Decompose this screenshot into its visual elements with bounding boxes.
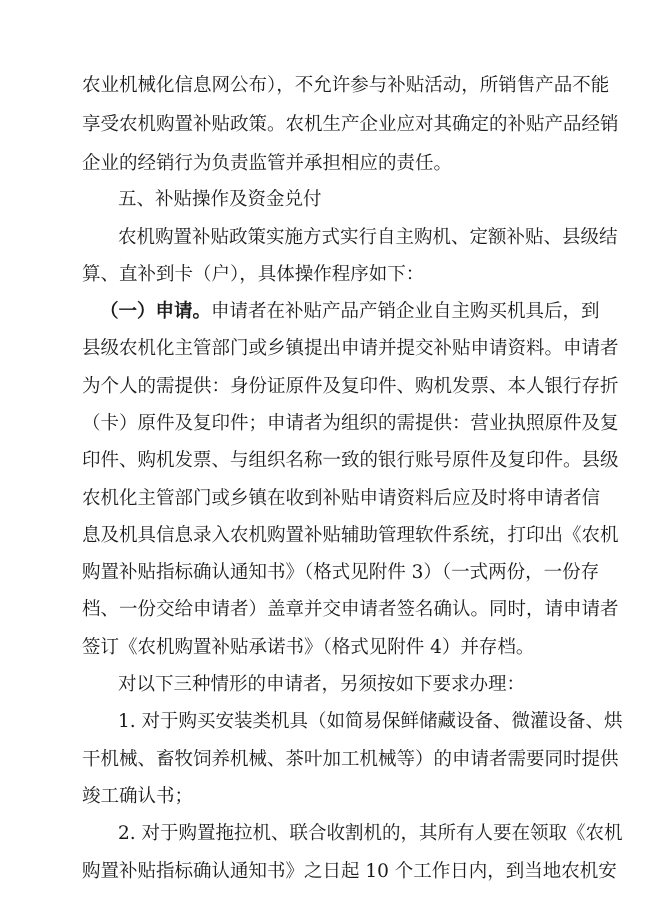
paragraph-line: [100, 296, 598, 328]
paragraph-line: 对以下三种情形的申请者，另须按如下要求办理：: [118, 674, 526, 695]
paragraph-line: 息及机具信息录入农机购置补贴辅助管理软件系统，打印出《农机: [82, 525, 619, 546]
paragraph-line: 享受农机购置补贴政策。农机生产企业应对其确定的补贴产品经销: [82, 114, 619, 135]
section-heading: 五、补贴操作及资金兑付: [118, 189, 322, 210]
list-item-line: 竣工确认书；: [82, 786, 194, 807]
paragraph-line: 算、直补到卡（户），具体操作程序如下：: [82, 264, 425, 285]
paragraph-line: 农业机械化信息网公布），不允许参与补贴活动，所销售产品不能: [82, 75, 610, 96]
list-item-line: 购置补贴指标确认通知书》之日起 10 个工作日内，到当地农机安: [82, 861, 617, 882]
paragraph-line: 印件、购机发票、与组织名称一致的银行账号原件及复印件。县级: [82, 450, 619, 471]
list-item-line: 1. 对于购买安装类机具（如简易保鲜储藏设备、微灌设备、烘: [118, 711, 623, 732]
paragraph-line: 农机化主管部门或乡镇在收到补贴申请资料后应及时将申请者信: [82, 488, 601, 509]
paragraph-line: 农机购置补贴政策实施方式实行自主购机、定额补贴、县级结: [118, 227, 618, 248]
paragraph-line: 县级农机化主管部门或乡镇提出申请并提交补贴申请资料。申请者: [82, 338, 619, 359]
list-item-line: 2. 对于购置拖拉机、联合收割机的，其所有人要在领取《农机: [118, 823, 623, 844]
paragraph-line: （卡）原件及复印件；申请者为组织的需提供：营业执照原件及复: [82, 413, 619, 434]
paragraph-line: 企业的经销行为负责监管并承担相应的责任。: [82, 153, 453, 174]
list-item-line: 干机械、畜牧饲养机械、茶叶加工机械等）的申请者需要同时提供: [82, 749, 619, 770]
subsection-label: （一）申请。: [100, 301, 212, 322]
subsection-text: 申请者在补贴产品产销企业自主购买机具后，到: [211, 301, 600, 322]
paragraph-line: 为个人的需提供：身份证原件及复印件、购机发票、本人银行存折: [82, 376, 619, 397]
paragraph-line: 档、一份交给申请者）盖章并交申请者签名确认。同时，请申请者: [82, 599, 619, 620]
paragraph-line: 签订《农机购置补贴承诺书》（格式见附件 4）并存档。: [82, 637, 535, 658]
paragraph-line: 购置补贴指标确认通知书》（格式见附件 3）（一式两份，一份存: [82, 562, 600, 583]
